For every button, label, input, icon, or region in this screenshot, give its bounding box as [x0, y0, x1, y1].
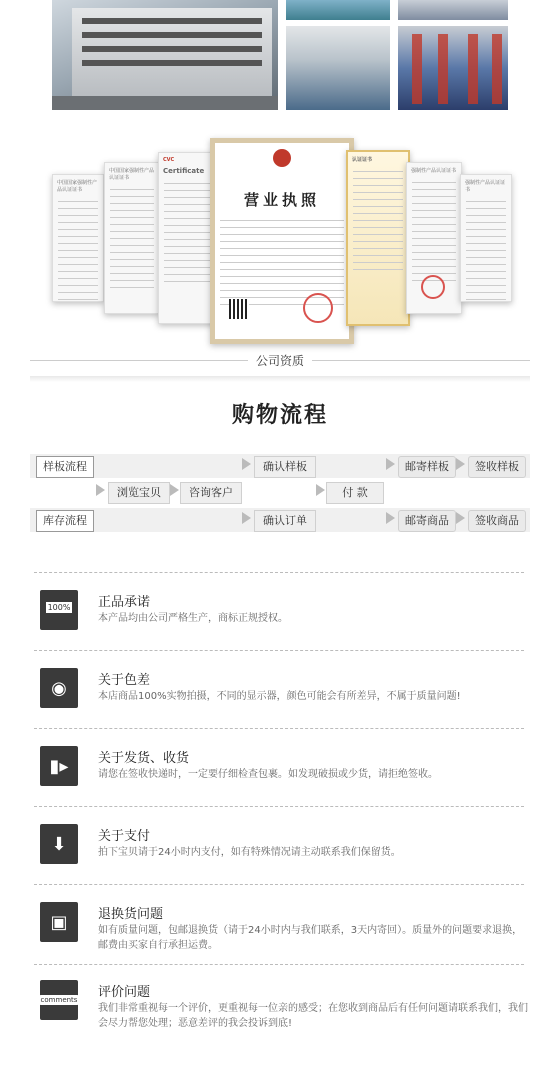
- certificate-3: [158, 152, 216, 324]
- truck-icon: ▮▸: [40, 746, 78, 786]
- certificate-6: [406, 162, 462, 314]
- flow-arrow: [456, 512, 465, 524]
- certificate-header: 强制性产品认证证书: [411, 168, 457, 174]
- production-floor-photo: [286, 26, 390, 110]
- certificate-header: Certificate: [163, 167, 205, 175]
- warehouse-photo: [398, 26, 508, 110]
- flow-arrow: [316, 484, 325, 496]
- policy-divider: [34, 964, 524, 965]
- policy-title: 关于色差: [98, 673, 151, 688]
- policy-desc: 如有质量问题，包邮退换货（请于24小时内与我们联系，3天内寄回）。质量外的问题要求退换，邮费由买家自行承担运费。: [98, 925, 523, 951]
- step-mail-sample: 邮寄样板: [398, 456, 456, 478]
- stock-flow-label: 库存流程: [36, 510, 94, 532]
- qualifications-caption-text: 公司资质: [248, 354, 312, 368]
- flow-arrow: [242, 458, 251, 470]
- shopping-flow-chart: [0, 440, 560, 550]
- official-seal-icon: [303, 293, 333, 323]
- flow-arrow: [170, 484, 179, 496]
- flow-arrow: [386, 458, 395, 470]
- policy-title: 关于支付: [98, 829, 151, 844]
- qr-code-icon: [229, 299, 249, 319]
- policy-divider: [34, 806, 524, 807]
- step-pay: 付 款: [326, 482, 384, 504]
- certificate-2: [104, 162, 160, 314]
- factory-interior-top-photo-2: [398, 0, 508, 20]
- national-emblem-icon: [273, 149, 291, 167]
- step-receive-goods: 签收商品: [468, 510, 526, 532]
- flow-arrow: [456, 458, 465, 470]
- shopping-process-title: 购物流程: [231, 403, 328, 428]
- flow-arrow: [96, 484, 105, 496]
- comments-icon: [40, 980, 78, 1020]
- factory-interior-top-photo: [286, 0, 390, 20]
- caption-shadow: [30, 376, 530, 382]
- policy-item-genuine: [34, 578, 534, 650]
- policy-item-shipping: [34, 734, 534, 806]
- policy-desc: 本店商品100%实物拍摄，不同的显示器，颜色可能会有所差异，不属于质量问题!: [98, 691, 461, 702]
- sample-flow-label: 样板流程: [36, 456, 94, 478]
- business-license-title: 营业执照: [243, 191, 320, 209]
- policy-title: 正品承诺: [98, 595, 151, 610]
- gift-icon: ▣: [40, 902, 78, 942]
- certificate-icon-label: 100%: [47, 603, 71, 612]
- qualifications-caption: [0, 352, 560, 369]
- certificate-icon: [40, 590, 78, 630]
- policy-divider: [34, 650, 524, 651]
- policy-divider: [34, 728, 524, 729]
- certificate-badge: CVC: [163, 157, 175, 163]
- policy-divider: [34, 572, 524, 573]
- policy-divider: [34, 884, 524, 885]
- certificate-header: 认证证书: [352, 157, 373, 163]
- certificate-5: [346, 150, 410, 326]
- step-consult: 咨询客户: [180, 482, 242, 504]
- step-confirm-order: 确认订单: [254, 510, 316, 532]
- policy-item-payment: [34, 812, 534, 884]
- policy-desc: 本产品均由公司严格生产，商标正规授权。: [98, 613, 288, 624]
- certificates-gallery: [0, 130, 560, 345]
- policy-desc: 请您在签收快递时，一定要仔细检查包裹。如发现破损或少货，请拒绝签收。: [98, 769, 438, 780]
- policy-item-reviews: [34, 968, 534, 1040]
- comments-icon-label: comments: [40, 996, 78, 1004]
- certificate-header: 强制性产品认证证书: [465, 180, 506, 193]
- download-icon: ⬇: [40, 824, 78, 864]
- policy-title: 退换货问题: [98, 907, 164, 922]
- factory-exterior-photo: [52, 0, 278, 110]
- policy-desc: 我们非常重视每一个评价，更重视每一位亲的感受；在您收到商品后有任何问题请联系我们，我们会尽力帮您处理；恶意差评的我会投诉到底!: [98, 1003, 528, 1029]
- person-icon: ◉: [40, 668, 78, 708]
- certificate-header: 中国国家强制性产品认证证书: [109, 168, 155, 181]
- policy-item-color: [34, 656, 534, 728]
- certificate-seal-icon: [421, 275, 445, 299]
- step-confirm-sample: 确认样板: [254, 456, 316, 478]
- certificate-header: 中国国家强制性产品认证证书: [57, 180, 98, 193]
- step-receive-sample: 签收样板: [468, 456, 526, 478]
- policy-item-returns: [34, 890, 534, 962]
- policy-desc: 拍下宝贝请于24小时内支付，如有特殊情况请主动联系我们保留货。: [98, 847, 401, 858]
- certificate-1: [52, 174, 104, 302]
- business-license-certificate: [210, 138, 354, 344]
- policy-title: 评价问题: [98, 985, 151, 1000]
- flow-arrow: [242, 512, 251, 524]
- flow-arrow: [386, 512, 395, 524]
- step-browse: 浏览宝贝: [108, 482, 170, 504]
- certificate-7: [460, 174, 512, 302]
- step-mail-goods: 邮寄商品: [398, 510, 456, 532]
- policy-title: 关于发货、收货: [98, 751, 190, 766]
